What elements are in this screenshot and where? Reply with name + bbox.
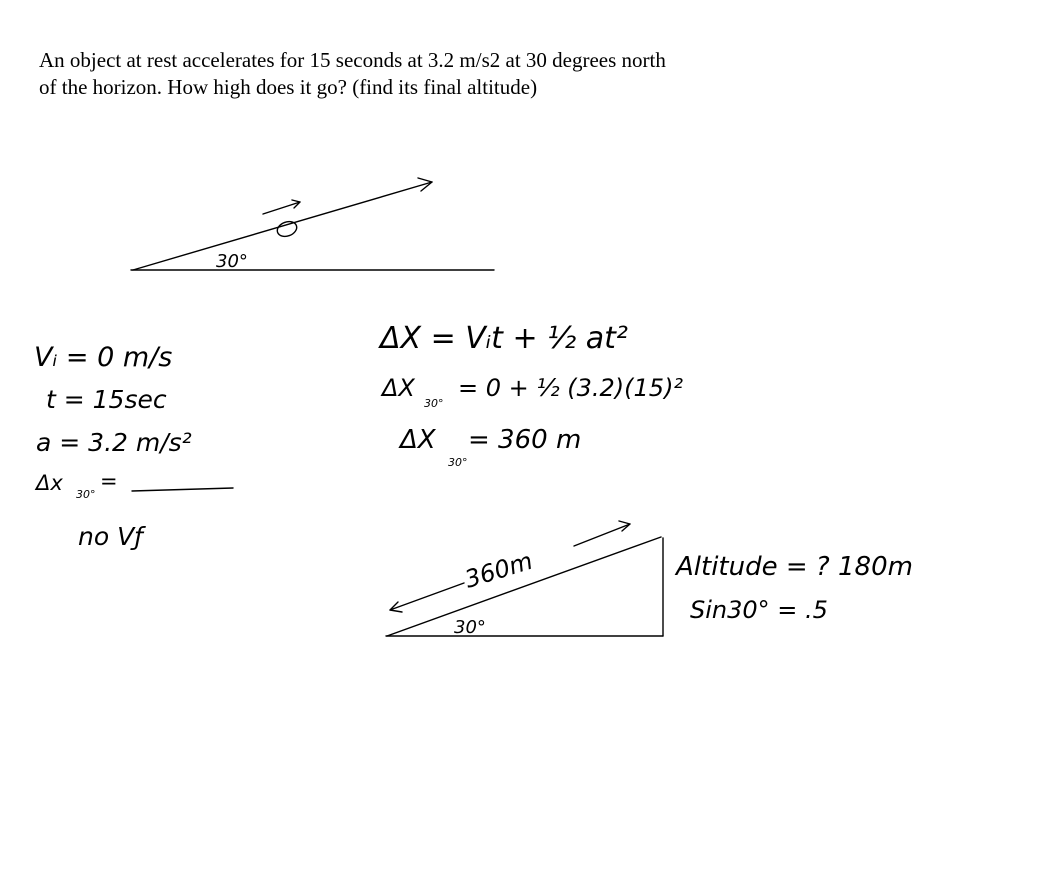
altitude-answer: Altitude = ? 180m xyxy=(676,552,913,582)
equation-substitution-lhs: ΔX xyxy=(382,374,415,402)
equation-kinematic: ΔX = Vᵢt + ½ at² xyxy=(380,321,628,356)
equation-result-lhs: ΔX xyxy=(400,425,436,455)
unknown-blank-line xyxy=(132,488,233,491)
equation-substitution-subscript: 30° xyxy=(424,397,444,410)
triangle-diagram xyxy=(386,521,663,638)
answer-block xyxy=(674,552,913,624)
given-dx-subscript: 30° xyxy=(76,488,96,501)
sine-value: Sin30° = .5 xyxy=(690,596,828,624)
equation-result-rhs: = 360 m xyxy=(468,425,582,455)
given-t: t = 15sec xyxy=(46,385,167,414)
given-dx-label: Δx xyxy=(36,471,63,495)
given-vi: Vᵢ = 0 m/s xyxy=(34,342,173,373)
incline-angle-label: 30° xyxy=(216,251,248,272)
incline-diagram xyxy=(131,178,494,272)
hyp-arrow-down-icon xyxy=(390,583,464,610)
triangle-angle-label: 30° xyxy=(454,617,486,638)
hypotenuse-label: 360m xyxy=(461,546,536,594)
hyp-arrow-up-icon xyxy=(574,524,630,546)
given-dx-equals: = xyxy=(100,469,118,493)
equation-result-subscript: 30° xyxy=(448,456,468,469)
equations-block xyxy=(378,321,683,469)
incline-line xyxy=(133,182,432,270)
problem-line-1: An object at rest accelerates for 15 seconds at 3.2 m/s2 at 30 degrees north xyxy=(39,48,666,72)
problem-line-2: of the horizon. How high does it go? (find its final altitude) xyxy=(39,75,538,99)
equation-substitution-rhs: = 0 + ½ (3.2)(15)² xyxy=(458,374,684,402)
given-no-vf: no Vƒ xyxy=(78,522,143,551)
givens-list xyxy=(34,342,192,551)
given-a: a = 3.2 m/s² xyxy=(36,428,192,457)
